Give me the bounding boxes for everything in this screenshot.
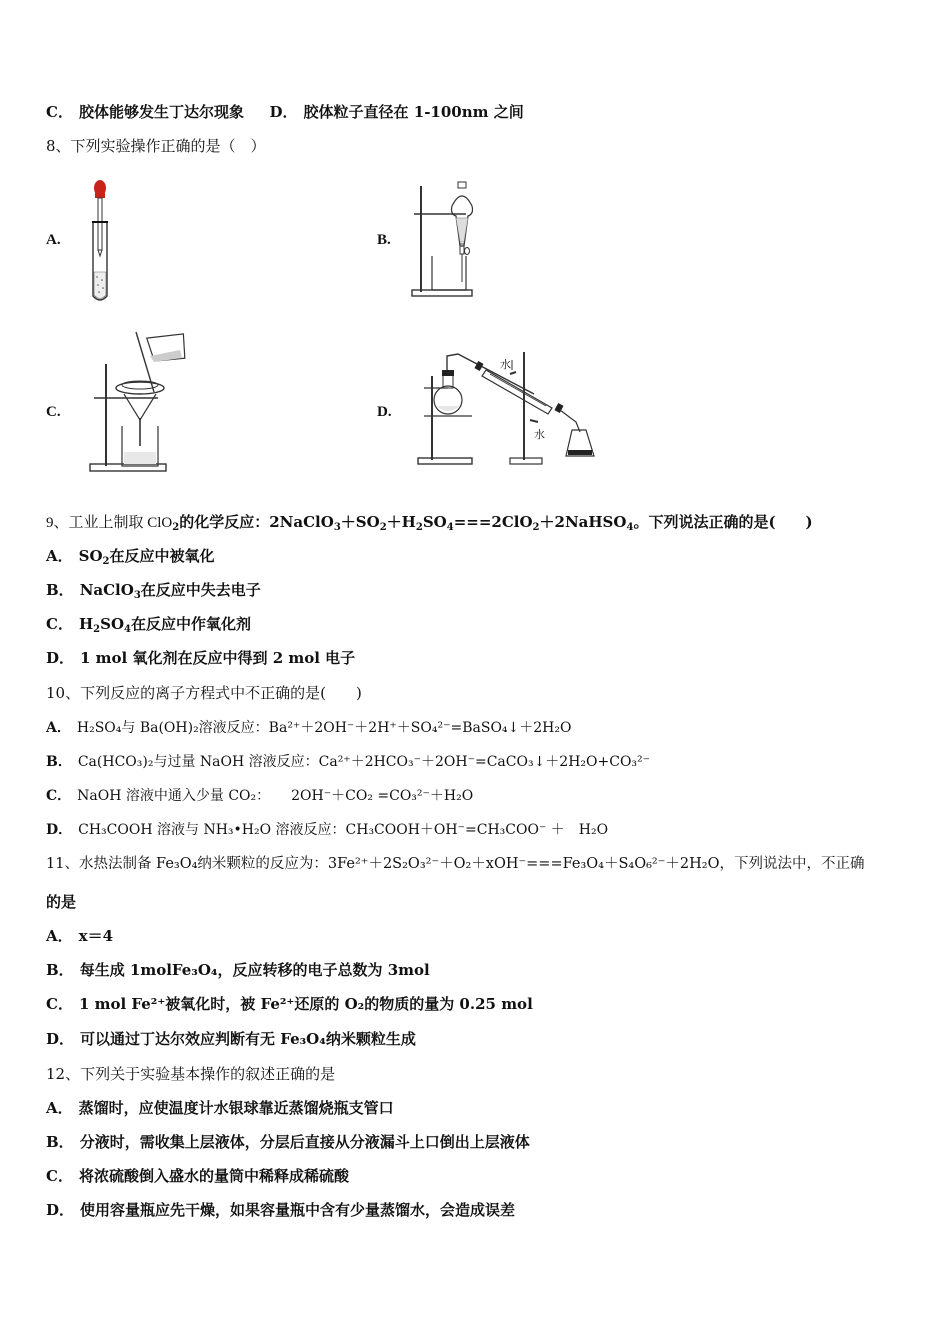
- test-tube-dropper-illustration: [84, 178, 116, 304]
- q9-option-d: D． 1 mol 氧化剂在反应中得到 2 mol 电子: [46, 649, 356, 667]
- q9-option-a: A． $SO_2$在反应中被氧化: [46, 547, 215, 567]
- q10-option-c: C． NaOH 溶液中通入少量 CO₂： 2OH⁻＋CO₂ =CO₃²⁻＋H₂O: [46, 788, 474, 804]
- q9-option-c: C． $H_2SO_4$在反应中作氧化剂: [46, 615, 251, 635]
- q10-option-b: B． Ca(HCO₃)₂与过量 NaOH 溶液反应：Ca²⁺＋2HCO₃⁻＋2OH⁻=CaCO₃↓＋2H₂O+CO₃²⁻: [46, 754, 651, 770]
- q11-stem-line2: 的是: [46, 893, 77, 911]
- q7-option-c-label: C．: [46, 103, 73, 121]
- q9-option-b: B． NaClO$_3$在反应中失去电子: [46, 581, 261, 601]
- q8-option-d-label: D.: [377, 404, 392, 420]
- water-in-label: 水: [500, 358, 511, 371]
- filtration-illustration: [84, 330, 190, 474]
- q8-option-a-label: A.: [46, 232, 61, 248]
- water-out-label: 水: [534, 428, 545, 441]
- q7-option-d-text: 胶体粒子直径在 1-100nm 之间: [303, 103, 524, 121]
- q7-options-row: [46, 102, 524, 122]
- q8-option-b-label: B.: [377, 232, 391, 248]
- q10-option-d: D． CH₃COOH 溶液与 NH₃•H₂O 溶液反应：CH₃COOH＋OH⁻=CH₃COO⁻ ＋ H₂O: [46, 822, 609, 838]
- q10-stem: 10、下列反应的离子方程式中不正确的是( ): [46, 684, 362, 702]
- q11-option-b: B． 每生成 1molFe₃O₄，反应转移的电子总数为 3mol: [46, 961, 430, 979]
- q12-option-c: C． 将浓硫酸倒入盛水的量筒中稀释成稀硫酸: [46, 1167, 349, 1185]
- q12-option-b: B． 分液时，需收集上层液体，分层后直接从分液漏斗上口倒出上层液体: [46, 1133, 530, 1151]
- q12-option-d: D． 使用容量瓶应先干燥，如果容量瓶中含有少量蒸馏水，会造成误差: [46, 1201, 516, 1219]
- q12-stem: 12、下列关于实验基本操作的叙述正确的是: [46, 1065, 336, 1083]
- distillation-illustration: [414, 348, 600, 468]
- q11-option-d: D． 可以通过丁达尔效应判断有无 Fe₃O₄纳米颗粒生成: [46, 1030, 416, 1048]
- q7-option-c-text: 胶体能够发生丁达尔现象: [78, 103, 244, 121]
- q8-stem: 8、下列实验操作正确的是（ ）: [46, 137, 266, 155]
- q11-option-c: C． 1 mol Fe²⁺被氧化时，被 Fe²⁺还原的 O₂的物质的量为 0.25 mol: [46, 995, 533, 1013]
- q11-option-a: A． x＝4: [46, 927, 114, 945]
- q9-stem: 9、工业上制取 ClO$_2$的化学反应：$2NaClO_3+SO_2+H_2SO_4===2ClO_2+2NaHSO_4$。下列说法正确的是( ): [46, 513, 813, 533]
- q8-option-c-label: C.: [46, 404, 61, 420]
- q7-option-d-label: D．: [269, 103, 298, 121]
- q10-option-a: A． H₂SO₄与 Ba(OH)₂溶液反应：Ba²⁺＋2OH⁻＋2H⁺＋SO₄²⁻=BaSO₄↓＋2H₂O: [46, 720, 572, 736]
- q12-option-a: A． 蒸馏时，应使温度计水银球靠近蒸馏烧瓶支管口: [46, 1099, 394, 1117]
- q11-stem-line1: 11、水热法制备 Fe₃O₄纳米颗粒的反应为：3Fe²⁺＋2S₂O₃²⁻＋O₂＋xOH⁻===Fe₃O₄＋S₄O₆²⁻＋2H₂O，下列说法中，不正确: [46, 856, 865, 872]
- separatory-funnel-illustration: [408, 180, 480, 300]
